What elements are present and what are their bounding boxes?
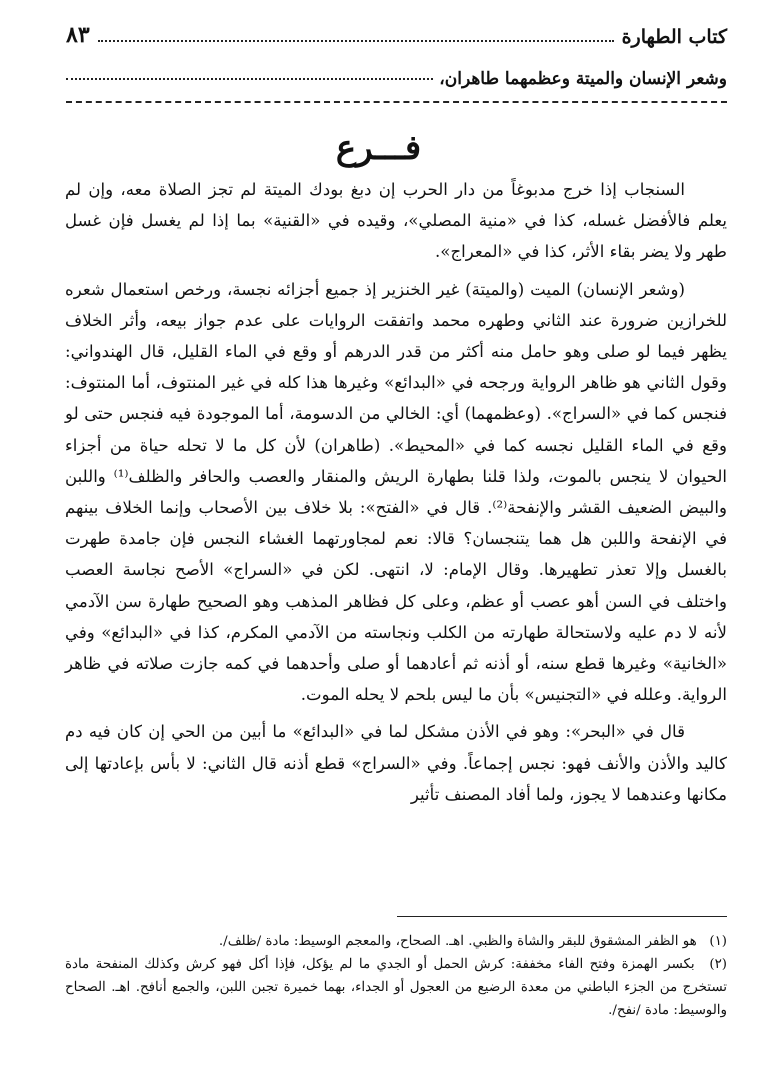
- section-title-text: فـــرع: [335, 128, 422, 168]
- footnote-number: (٢): [709, 957, 727, 972]
- footnote-text: هو الظفر المشقوق للبقر والشاة والظبي. اهـ. الصحاح، والمعجم الوسيط: مادة /ظلف/.: [218, 934, 697, 949]
- footnote-number: (١): [709, 934, 727, 949]
- footnote-text: بكسر الهمزة وفتح الفاء مخففة: كرش الحمل أو الجدي ما لم يؤكل، فإذا أكل فهو كرش وكذلك المنفحة مادة تستخرج من الجزء الباطني من معدة الرضيع من العجول أو الجداء، بهما خميرة تجبن اللبن، والجمع أنافح. اهـ. الصحاح والوسيط: مادة /نفح/.: [65, 957, 727, 1018]
- section-title: [0, 128, 757, 168]
- footnote-rule: [397, 916, 727, 917]
- footnotes: [65, 930, 727, 1022]
- body-text: [65, 174, 727, 810]
- matn-dotted-leader: [66, 78, 433, 80]
- page-number: ٨٣: [66, 22, 90, 48]
- footnote: [65, 953, 727, 1022]
- matn-text: وشعر الإنسان والميتة وعظمهما طاهران،: [439, 69, 727, 89]
- paragraph: (وشعر الإنسان) الميت (والميتة) غير الخنزير إذ جميع أجزائه نجسة، ورخص استعمال شعره للخرازين ضرورة عند الثاني وطهره محمد واتفقت الروايات على عدم جواز بيعه، وأثر الخلاف يظهر فيما لو صلى وهو حامل منه أكثر من قدر الدرهم أو وقع في الماء القليل، قال الهندواني: وقول الثاني هو ظاهر الرواية ورجحه في «البدائع» وغيرها هذا كله في غير المنتوف، أما المنتوف: فنجس كما في «السراج». (وعظمهما) أي: الخالي من الدسومة، أما الموجودة فيه فنجس حتى لو وقع في الماء القليل نجسه كما في «المحيط». (طاهران) لأن كل ما لا تحله حياة من أجزاء الحيوان لا ينجس بالموت، ولذا قلنا بطهارة الريش والمنقار والعصب والحافر والظلف⁽¹⁾ واللبن والبيض الضعيف القشر والإنفحة⁽²⁾. قال في «الفتح»: بلا خلاف بين الأصحاب وإنما الخلاف بينهم في الإنفحة واللبن هل هما يتنجسان؟ قالا: نعم لمجاورتهما الغشاء النجس فإن جامدة طهرت بالغسل وإلا تعذر تطهيرها. وقال الإمام: لا، انتهى. لكن في «السراج» الأصح نجاسة العصب واختلف في السن أهو عصب أو عظم، وعلى كل فظاهر المذهب وهو الصحيح طهارة سن الآدمي لأنه لا دم عليه ولاستحالة طهارته من الكلب ونجاسته من الآدمي المكرم، كذا في «البدائع» وفي «الخانية» وغيرها قطع سنه، أو أذنه ثم أعادهما أو صلى وأحدهما في كمه جازت صلاته في ظاهر الرواية. وعلله في «التجنيس» بأن ما ليس بلحم لا يحله الموت.: [65, 279, 727, 705]
- header-dotted-leader: [98, 40, 614, 42]
- matn-line: [66, 64, 727, 94]
- paragraph: السنجاب إذا خرج مدبوغاً من دار الحرب إن دبغ بودك الميتة لم تجز الصلاة معه، وإن لم يعلم فالأفضل غسله، كذا في «منية المصلي»، وقيده في «القنية» بما إذا لم يغسل فإن غسل طهر ولا يضر بقاء الأثر، كذا في «المعراج».: [65, 180, 727, 262]
- page-header: [66, 18, 727, 48]
- matn-separator: [66, 101, 727, 103]
- book-title: كتاب الطهارة: [621, 26, 727, 48]
- paragraph: قال في «البحر»: وهو في الأذن مشكل لما في «البدائع» ما أبين من الحي إن كان فيه دم كاليد والأذن والأنف فهو: نجس إجماعاً. وفي «السراج» قطع أذنه قال الثاني: لا بأس بإعادتها إلى مكانها وعندهما لا يجوز، ولما أفاد المصنف تأثير: [65, 722, 727, 804]
- footnote: [65, 930, 727, 953]
